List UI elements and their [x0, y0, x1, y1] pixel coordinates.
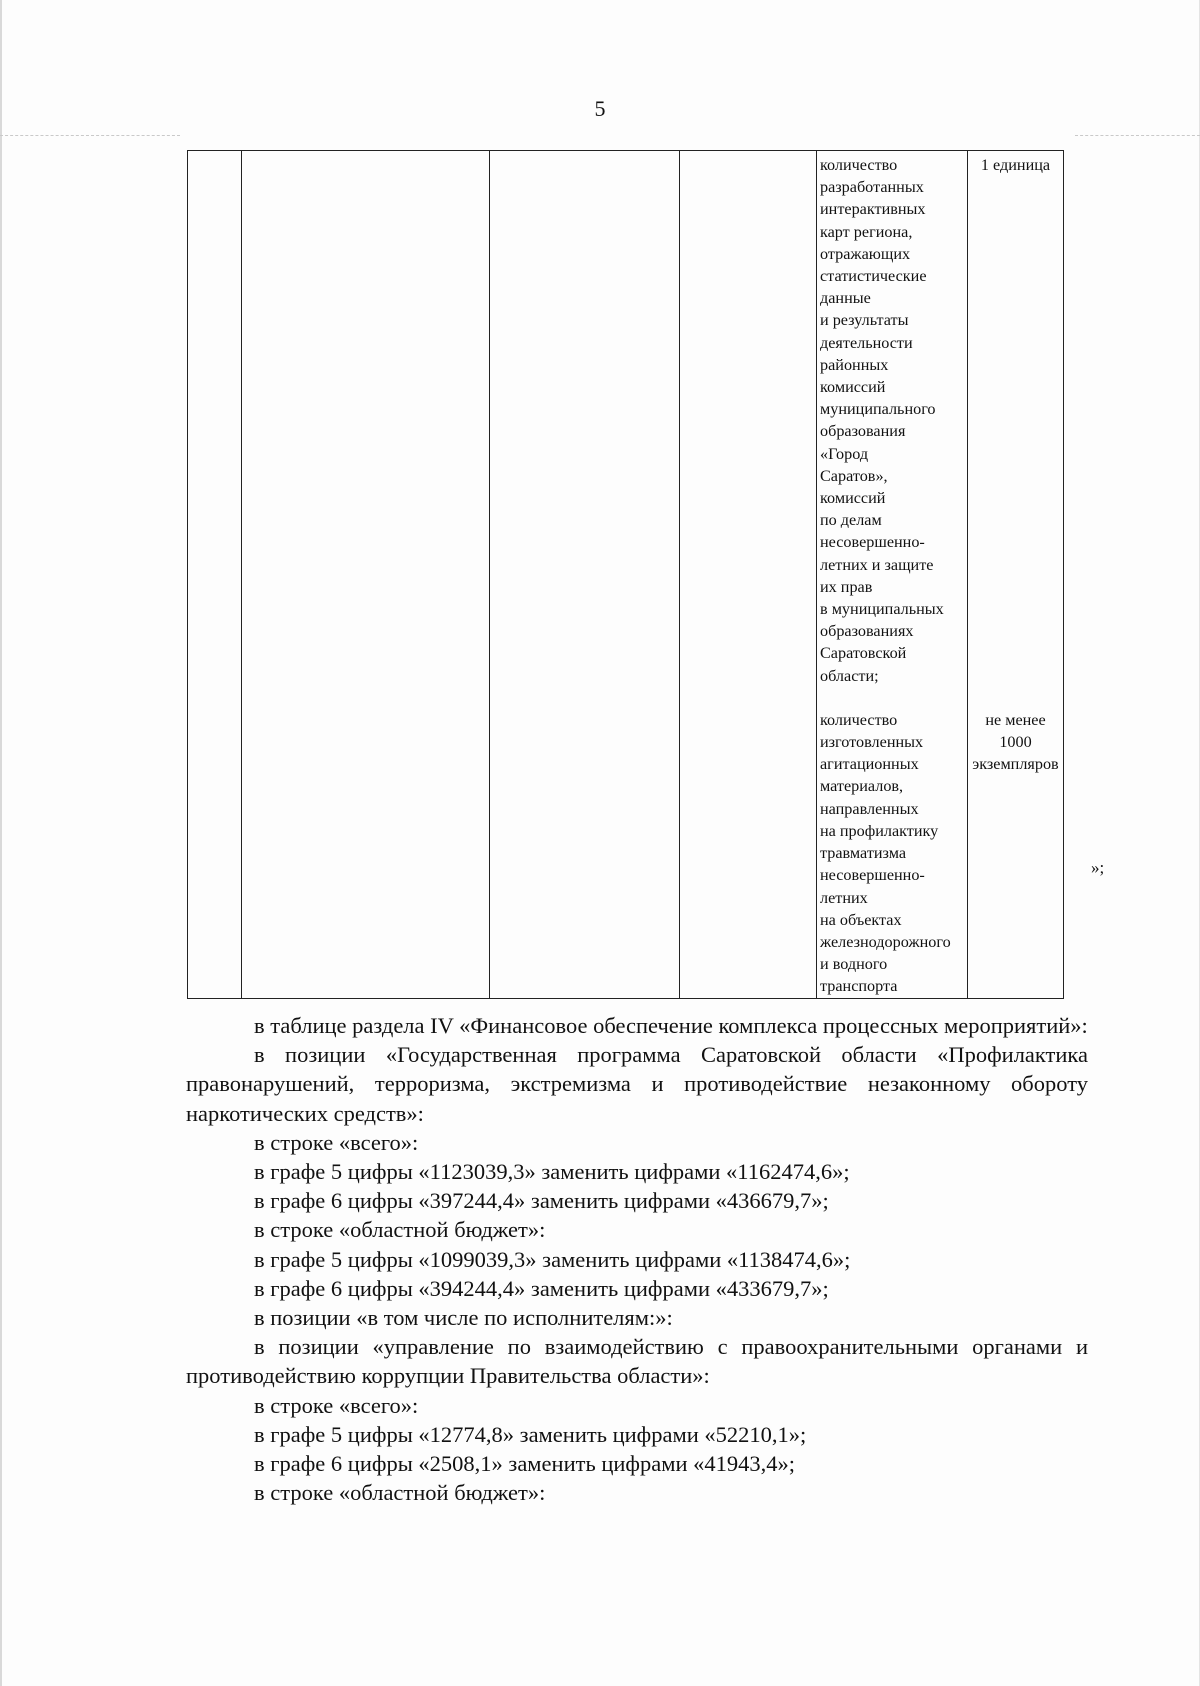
indicator-text-line: области;: [820, 666, 879, 685]
indicator-text-line: образования: [820, 422, 906, 441]
indicator-gap: [968, 687, 1063, 709]
paragraph: в графе 6 цифры «397244,4» заменить цифрами «436679,7»;: [254, 1188, 829, 1214]
table-cell-value: [968, 151, 1064, 999]
indicator-gap: [820, 687, 967, 709]
indicator-text-line: их прав: [820, 577, 873, 596]
paragraph: в позиции «в том числе по исполнителям:»:: [254, 1305, 673, 1331]
table-cell-number: [188, 151, 242, 999]
paragraph: в строке «всего»:: [254, 1392, 419, 1418]
indicator-text-line: несовершенно-: [820, 866, 925, 885]
indicators-table: [187, 150, 1064, 999]
paragraph: в таблице раздела IV «Финансовое обеспечение комплекса процессных мероприятий»:: [254, 1013, 1088, 1038]
paragraph: в позиции «Государственная программа Саратовской области «Профилактика правонарушений, терроризма, экстремизма и противодействие незаконному обороту наркотических средств»:: [186, 1042, 1088, 1126]
indicator-text-line: летних: [820, 888, 868, 907]
paragraph: в графе 5 цифры «1123039,3» заменить цифрами «1162474,6»;: [254, 1159, 850, 1185]
paragraph: в строке «областной бюджет»:: [254, 1217, 546, 1243]
table-cell-period: [680, 151, 817, 999]
indicator-list: [817, 151, 967, 998]
indicator-text-line: направленных: [820, 799, 919, 818]
indicator-text-line: на профилактику: [820, 821, 939, 840]
indicator-value-line: не менее: [985, 710, 1046, 729]
scan-dash-line-left: [0, 135, 180, 136]
indicator-text-line: и водного: [820, 955, 888, 974]
indicator-text-line: материалов,: [820, 777, 904, 796]
indicator-text-line: данные: [820, 289, 871, 308]
indicator-text-line: по делам: [820, 511, 882, 530]
indicator-text-line: транспорта: [820, 977, 898, 996]
indicator-text-line: изготовленных: [820, 733, 924, 752]
indicator-value-line: экземпляров: [972, 755, 1059, 774]
indicator-text-line: комиссий: [820, 489, 886, 508]
indicator-value-line: 1 единица: [980, 156, 1051, 174]
indicator-text-line: в муниципальных: [820, 600, 944, 619]
indicator-text-line: несовершенно-: [820, 533, 925, 552]
indicator-text-line: летних и защите: [820, 555, 934, 574]
indicator-text-line: районных: [820, 355, 889, 374]
table-cell-indicator: [817, 151, 968, 999]
indicator-value: [968, 154, 1063, 687]
indicator-text-line: агитационных: [820, 755, 919, 774]
page-number: 5: [594, 96, 606, 121]
table-cell-event: [242, 151, 490, 999]
indicator-text-line: образованиях: [820, 622, 914, 641]
indicator-text-line: отражающих: [820, 244, 911, 263]
indicator-value-list: [968, 151, 1063, 997]
scan-dash-line-right: [1075, 135, 1200, 136]
indicator-text-line: Саратов»,: [820, 466, 888, 485]
paragraph: в позиции «управление по взаимодействию с правоохранительными органами и противодействию коррупции Правительства области»:: [186, 1334, 1088, 1389]
indicator-text-line: «Город: [820, 444, 869, 463]
amendment-text: [186, 1011, 1088, 1507]
paragraph: в строке «всего»:: [254, 1129, 419, 1155]
paragraph: в графе 5 цифры «1099039,3» заменить цифрами «1138474,6»;: [254, 1246, 851, 1272]
indicator-text-line: деятельности: [820, 333, 913, 352]
indicator-text-line: железнодорожного: [820, 932, 951, 951]
paragraph: в графе 6 цифры «394244,4» заменить цифрами «433679,7»;: [254, 1275, 829, 1301]
paragraph: в графе 6 цифры «2508,1» заменить цифрами «41943,4»;: [254, 1451, 796, 1477]
indicator-text-line: интерактивных: [820, 200, 926, 219]
closing-quote-mark: »;: [1091, 858, 1105, 877]
indicator-text-line: статистические: [820, 267, 927, 286]
indicator-text-line: травматизма: [820, 844, 907, 863]
paragraph: в строке «областной бюджет»:: [254, 1480, 546, 1506]
indicator-text-line: количество: [820, 156, 898, 174]
indicator-text-line: количество: [820, 710, 898, 729]
indicator-text-line: комиссий: [820, 378, 886, 397]
table-row: [188, 151, 1064, 999]
indicator-text-line: муниципального: [820, 400, 936, 419]
indicator-text-line: карт региона,: [820, 222, 913, 241]
table-cell-executor: [490, 151, 680, 999]
indicator-value-line: 1000: [999, 733, 1032, 751]
indicator-text-line: Саратовской: [820, 644, 907, 663]
scan-edge-left: [0, 0, 2, 1686]
indicator-text-line: на объектах: [820, 910, 902, 929]
indicator-text-line: и результаты: [820, 311, 909, 330]
paragraph: в графе 5 цифры «12774,8» заменить цифрами «52210,1»;: [254, 1421, 807, 1447]
indicator-text-line: разработанных: [820, 178, 924, 197]
indicator-value: [968, 709, 1063, 998]
